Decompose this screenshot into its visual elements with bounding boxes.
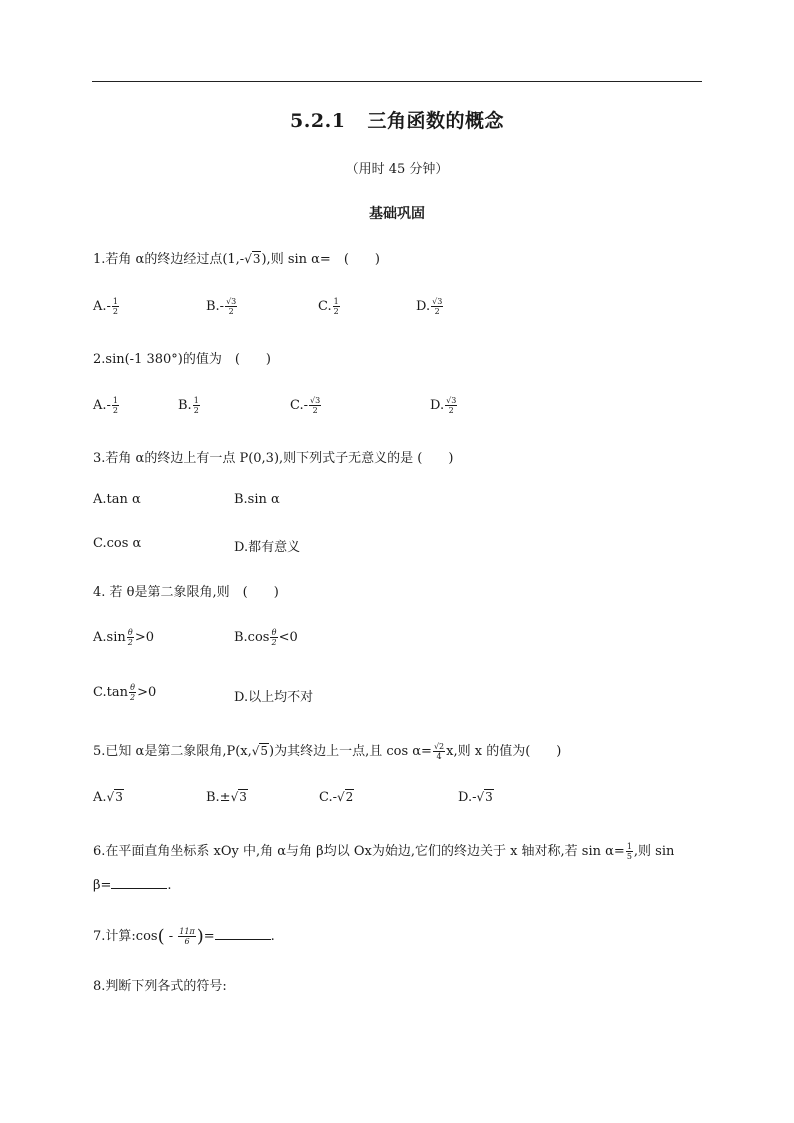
q5-option-b: B.±√3 bbox=[206, 790, 247, 805]
question-8: 8.判断下列各式的符号: bbox=[93, 979, 227, 994]
question-1: 1.若角 α的终边经过点(1,-√3),则 sin α= ( ) bbox=[93, 252, 380, 267]
question-5: 5.已知 α是第二象限角,P(x,√5)为其终边上一点,且 cos α= $\frac{√2}{4}$ x,则 x 的值为( ) bbox=[93, 742, 562, 761]
question-6-line-2: β= . bbox=[93, 878, 172, 893]
q1-option-c: C. $\frac{1}{2}$ bbox=[318, 297, 339, 316]
question-3: 3.若角 α的终边上有一点 P(0,3),则下列式子无意义的是 ( ) bbox=[93, 451, 454, 466]
q5-option-d: D.-√3 bbox=[458, 790, 493, 805]
q3-option-a: A.tan α bbox=[93, 492, 141, 507]
question-2: 2.sin(-1 380°)的值为 ( ) bbox=[93, 352, 272, 367]
q5-option-c: C.-√2 bbox=[319, 790, 354, 805]
q3-option-d: D.都有意义 bbox=[234, 540, 301, 555]
answer-blank[interactable] bbox=[111, 876, 167, 889]
q4-option-a: A.sin $\frac{\theta}{2}$ >0 bbox=[93, 628, 154, 647]
q2-option-a: A.- $\frac{1}{2}$ bbox=[93, 396, 119, 415]
q4-option-b: B.cos $\frac{\theta}{2}$ <0 bbox=[234, 628, 298, 647]
question-7: 7.计算:cos( - $\frac{11\pi}{6}$ )= . bbox=[93, 926, 275, 947]
q1-option-d: D. $\frac{√3}{2}$ bbox=[416, 297, 443, 316]
title-text: 三角函数的概念 bbox=[367, 110, 504, 132]
q2-option-d: D. $\frac{√3}{2}$ bbox=[430, 396, 457, 415]
section-label: 基础巩固 bbox=[369, 206, 425, 222]
question-6: 6.在平面直角坐标系 xOy 中,角 α与角 β均以 Ox为始边,它们的终边关于 x 轴对称,若 sin α= $\frac{1}{5}$ ,则 sin bbox=[93, 842, 675, 861]
q5-option-a: A.√3 bbox=[93, 790, 123, 805]
section-number: 5.2.1 bbox=[290, 110, 346, 132]
q2-option-b: B. $\frac{1}{2}$ bbox=[178, 396, 199, 415]
q3-option-b: B.sin α bbox=[234, 492, 280, 507]
sqrt: √3 bbox=[244, 252, 261, 266]
q4-option-d: D.以上均不对 bbox=[234, 690, 314, 705]
q3-option-c: C.cos α bbox=[93, 536, 142, 551]
q1-option-a: A.- $\frac{1}{2}$ bbox=[93, 297, 119, 316]
q2-option-c: C.- $\frac{√3}{2}$ bbox=[290, 396, 321, 415]
page-title bbox=[0, 106, 794, 133]
header-rule bbox=[92, 81, 702, 82]
q1-option-b: B.- $\frac{√3}{2}$ bbox=[206, 297, 237, 316]
answer-blank[interactable] bbox=[215, 927, 271, 940]
time-note: （用时 45 分钟） bbox=[345, 162, 449, 177]
q4-option-c: C.tan $\frac{\theta}{2}$ >0 bbox=[93, 683, 157, 702]
question-4: 4. 若 θ是第二象限角,则 ( ) bbox=[93, 585, 279, 600]
